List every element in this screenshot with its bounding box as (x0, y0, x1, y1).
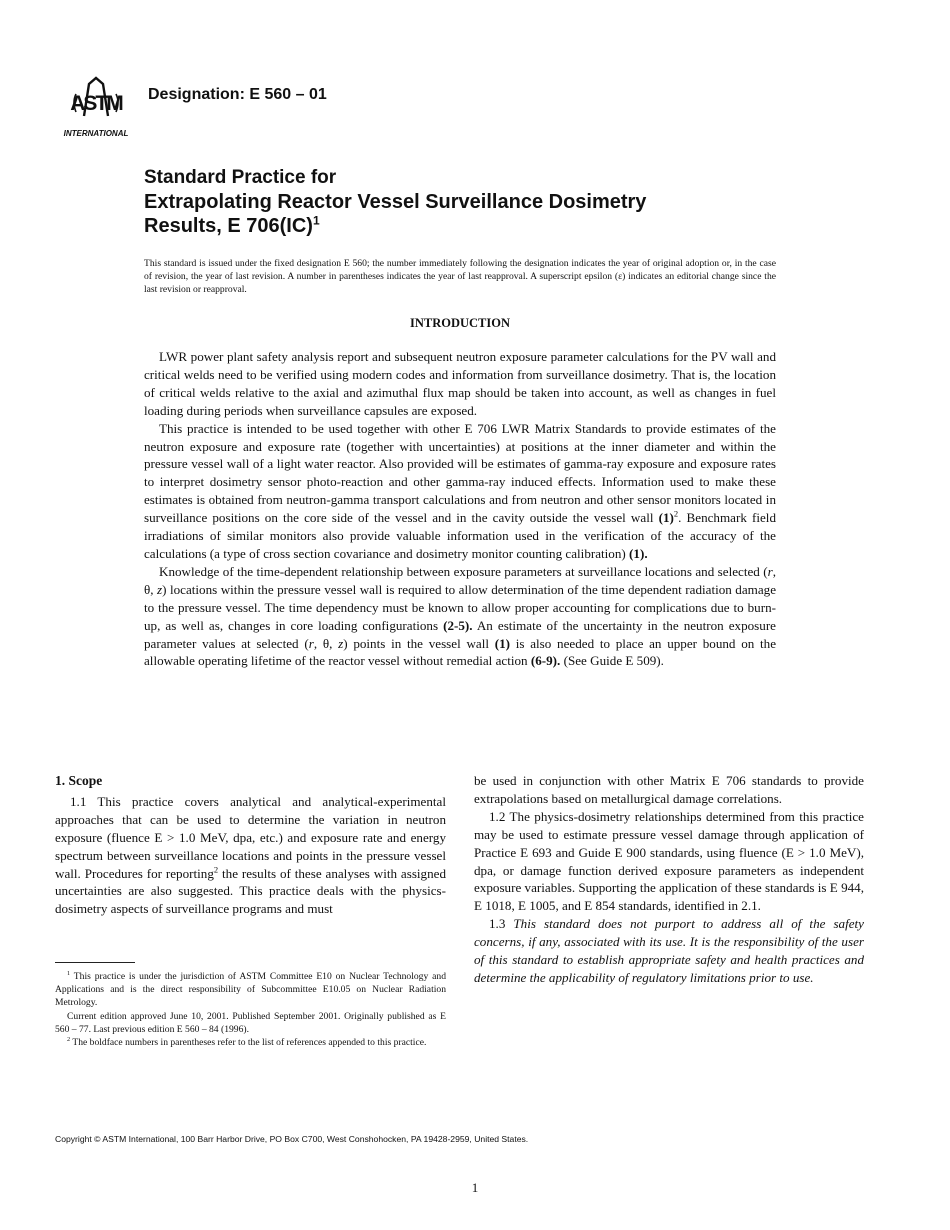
intro-p3-var-theta: θ (144, 581, 151, 597)
intro-p3-var-r: r (308, 635, 314, 651)
footnote-1-edition: Current edition approved June 10, 2001. Published September 2001. Originally published as E 560 – 77. Last previous edition E 560 – 84 (1996). (55, 1010, 446, 1035)
intro-p2-text-b: . Benchmark field irradiations of similar monitors also provide valuable information used in the verification of the accuracy of the calculations (a type of cross section covariance and dosimetry monitor counting calibration) (144, 510, 776, 561)
title-footnote-mark: 1 (312, 213, 320, 228)
title-line-3 (144, 214, 844, 238)
footnote-1-text: This practice is under the jurisdiction of ASTM Committee E10 on Nuclear Technology and Applications and is the direct responsibility of Subcommittee E10.05 on Nuclear Radiation Metrology. (55, 971, 446, 1009)
title-line-3-text: Results, E 706(IC) (144, 215, 313, 237)
intro-p3-sep: , (772, 563, 776, 579)
left-column (55, 772, 446, 918)
section-1-3 (474, 915, 864, 987)
section-1-1-text-a: 1.1 This practice covers analytical and analytical-experimental approaches that can be used to determine the variation in neutron exposure (fluence E > 1.0 MeV, dpa, etc.) and exposure rate and energy spectrum between surveillance locations and points in the pressure vessel wall. Procedures for reporting (55, 793, 446, 881)
intro-p3-sep: , (329, 635, 339, 651)
intro-p3-text-f: (See Guide E 509). (560, 653, 664, 669)
title-block (144, 166, 844, 238)
intro-paragraph-2 (144, 420, 776, 563)
intro-p3-text-b: ) locations within the pressure vessel wall is required to allow determination of the time dependent radiation damage to the pressure vessel. The time dependency must be known to allow proper accounting for complications due to burn-up, as well as, changes in core loading configurations (144, 581, 777, 633)
copyright-notice: Copyright © ASTM International, 100 Barr Harbor Drive, PO Box C700, West Conshohocken, PA 19428-2959, United States. (55, 1134, 529, 1144)
section-1-1-continued: be used in conjunction with other Matrix E 706 standards to provide extrapolations based on metallurgical damage correlations. (474, 773, 864, 806)
intro-p3-text-c: An estimate of the uncertainty in the neutron exposure parameter values at selected ( (144, 617, 776, 651)
intro-p3-text-d: ) points in the vessel wall (343, 635, 495, 651)
footnote-1 (55, 970, 446, 1010)
intro-p3-ref-1: (2-5). (443, 617, 473, 633)
footnote-2-text: The boldface numbers in parentheses refer to the list of references appended to this practice. (70, 1037, 427, 1049)
right-column (474, 772, 864, 987)
intro-p2-text-a: This practice is intended to be used together with other E 706 LWR Matrix Standards to provide estimates of the neutron exposure and exposure rate (together with uncertainties) at positions at the inner diameter and within the pressure vessel wall of a light water reactor. Also provided will be estimates of gamma-ray exposure and exposure rates to interpret dosimetry sensor photo-reaction and other gamma-ray induced effects. Information used to make these estimates is obtained from neutron-gamma transport calculations and from neutron and other sensor monitors located in surveillance positions on the core side of the vessel and in the cavity outside the vessel wall (144, 420, 776, 526)
section-1-3-number: 1.3 (489, 916, 514, 932)
intro-p3-var-z: z (338, 635, 344, 651)
section-1-1-footnote-mark: 2 (213, 864, 219, 875)
designation: Designation: E 560 – 01 (148, 86, 327, 103)
footnotes (55, 970, 446, 1049)
section-1-1-text-b: the results of these analyses with assigned uncertainties are also suggested. This practice deals with the physics-dosimetry aspects of surveillance programs and must (55, 865, 446, 917)
intro-p3-sep: , (150, 581, 158, 597)
intro-p2-ref-2: (1). (629, 545, 648, 561)
intro-p3-text-e: is also needed to place an upper bound on the allowable operating lifetime of the reactor vessel without remedial action (144, 635, 777, 669)
intro-p3-ref-2: (1) (494, 635, 511, 651)
intro-p3-var-z: z (157, 581, 163, 597)
intro-p3-var-r: r (767, 563, 773, 579)
section-1-1 (55, 793, 446, 918)
intro-p3-text-a: Knowledge of the time-dependent relationship between exposure parameters at surveillance locations and selected ( (159, 563, 768, 579)
issuance-note: This standard is issued under the fixed designation E 560; the number immediately following the designation indicates the year of original adoption or, in the case of revision, the year of last revision. A number in parentheses indicates the year of last reapproval. A superscript epsilon (ε) indicates an editorial change since the last revision or reapproval. (144, 258, 776, 295)
footnote-2 (55, 1036, 446, 1049)
intro-p3-sep: , (313, 635, 323, 651)
intro-p3-ref-3: (6-9). (530, 653, 561, 669)
scope-heading: 1. Scope (55, 773, 103, 788)
section-1-3-text: This standard does not purport to address all of the safety concerns, if any, associated with its use. It is the responsibility of the user of this standard to establish appropriate safety and health practices and determine the applicability of regulatory limitations prior to use. (474, 916, 864, 985)
intro-paragraph-3 (144, 563, 776, 670)
title-line-1: Standard Practice for (144, 167, 337, 188)
introduction-body (144, 348, 776, 670)
logo-mark-text: ASTM (70, 92, 122, 115)
logo-subtext: INTERNATIONAL (63, 129, 129, 138)
intro-p3-var-theta: θ (322, 635, 330, 651)
intro-paragraph-1: LWR power plant safety analysis report and subsequent neutron exposure parameter calculations for the PV wall and critical welds need to be verified using modern codes and information from surveillance dosimetry. That is, the location of critical welds relative to the axial and azimuthal flux map should be taken into account, as well as changes in fuel loading during periods when surveillance capsules are exposed. (144, 349, 776, 418)
section-1-2: 1.2 The physics-dosimetry relationships determined from this practice may be used to estimate pressure vessel damage through application of Practice E 693 and Guide E 900 standards, using fluence (E > 1.0 MeV), dpa, or damage function derived exposure parameters as independent exposure variables. Supporting the application of these standards is E 944, E 1018, E 1005, and E 854 standards, identified in 2.1. (474, 808, 864, 914)
intro-p2-ref-1: (1) (658, 510, 674, 526)
intro-p2-footnote-mark: 2 (673, 508, 679, 519)
footnote-1-mark: 1 (67, 969, 71, 977)
astm-logo (56, 72, 136, 142)
page-number: 1 (471, 1180, 479, 1195)
title-line-2: Extrapolating Reactor Vessel Surveillance Dosimetry (144, 191, 647, 213)
introduction-heading: INTRODUCTION (409, 316, 510, 330)
footnote-divider (55, 962, 135, 963)
footnote-2-mark: 2 (67, 1035, 71, 1043)
